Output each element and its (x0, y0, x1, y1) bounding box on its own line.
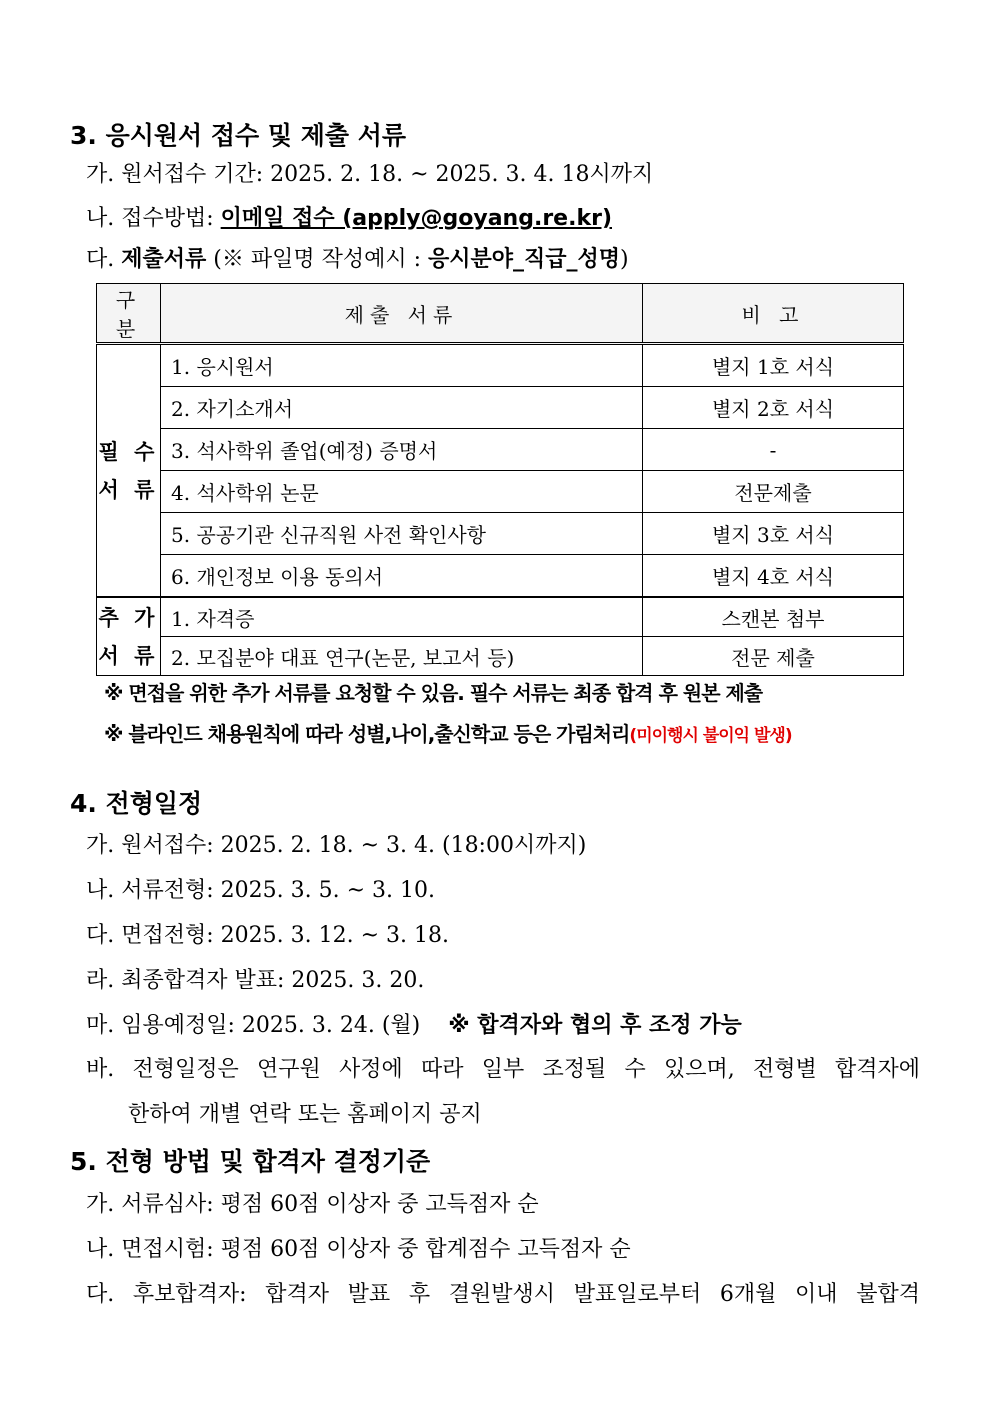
section4-item-e (86, 1008, 742, 1039)
group-extra-line1: 추 가 (98, 605, 159, 630)
remark-cell: 별지 4호 서식 (643, 555, 904, 598)
section3-item-b (86, 201, 612, 232)
section4-item-d: 라. 최종합격자 발표: 2025. 3. 20. (86, 968, 425, 993)
section5-item-c (86, 1277, 920, 1308)
word: 후 (408, 1282, 431, 1307)
doc-cell: 2. 모집분야 대표 연구(논문, 보고서 등) (161, 637, 643, 676)
table-row (97, 555, 904, 598)
remark-cell: 스캔본 첨부 (643, 597, 904, 637)
note-additional-documents: ※ 면접을 위한 추가 서류를 요청할 수 있음. 필수 서류는 최종 합격 후 원본 제출 (104, 681, 763, 705)
remark-cell: - (643, 429, 904, 471)
group-extra-line2: 서 류 (98, 643, 159, 668)
doc-cell: 4. 석사학위 논문 (161, 471, 643, 513)
section4-item-b: 나. 서류전형: 2025. 3. 5. ~ 3. 10. (86, 878, 435, 903)
item-c-suffix: ) (620, 247, 629, 272)
word: 합격자에 (834, 1057, 920, 1082)
table-row (97, 344, 904, 387)
table-row (97, 471, 904, 513)
email-method: 이메일 접수 (apply@goyang.re.kr) (220, 206, 612, 231)
item-c-prefix: 다. (86, 247, 122, 272)
word: 바. (86, 1057, 115, 1082)
word: 발표 (347, 1282, 391, 1307)
section3-item-a: 가. 원서접수 기간: 2025. 2. 18. ~ 2025. 3. 4. 18시까지 (86, 162, 654, 187)
word: 연구원 (256, 1057, 321, 1082)
doc-cell: 6. 개인정보 이용 동의서 (161, 555, 643, 598)
group-required-line2: 서 류 (98, 477, 159, 502)
word: 수 (624, 1057, 646, 1082)
table-row (97, 513, 904, 555)
section3-item-c (86, 242, 629, 273)
doc-cell: 1. 자격증 (161, 597, 643, 637)
header-documents: 제출 서류 (161, 284, 643, 344)
filename-example: 응시분야_직급_성명 (428, 247, 621, 272)
remark-cell: 전문제출 (643, 471, 904, 513)
section4-item-f-line2: 한하여 개별 연락 또는 홈페이지 공지 (128, 1102, 482, 1127)
word: 발표일로부터 (573, 1282, 702, 1307)
item-c-bold: 제출서류 (121, 247, 207, 272)
documents-table (96, 283, 904, 676)
item-c-mid: (※ 파일명 작성예시 : (206, 247, 428, 272)
section4-item-a: 가. 원서접수: 2025. 2. 18. ~ 3. 4. (18:00시까지) (86, 833, 587, 858)
section4-item-c: 다. 면접전형: 2025. 3. 12. ~ 3. 18. (86, 923, 449, 948)
word: 불합격 (856, 1282, 920, 1307)
word: 따라 (420, 1057, 464, 1082)
remark-cell: 전문 제출 (643, 637, 904, 676)
table-header-row (97, 284, 904, 344)
appointment-date: 마. 임용예정일: 2025. 3. 24. (월) (86, 1013, 421, 1038)
word: 전형일정은 (132, 1057, 239, 1082)
doc-cell: 2. 자기소개서 (161, 387, 643, 429)
table-row (97, 429, 904, 471)
group-extra (97, 597, 161, 676)
section4-title: 4. 전형일정 (70, 789, 203, 818)
table-row (97, 387, 904, 429)
word: 전형별 (752, 1057, 817, 1082)
remark-cell: 별지 3호 서식 (643, 513, 904, 555)
word: 이내 (795, 1282, 838, 1307)
appointment-note: ※ 합격자와 협의 후 조정 가능 (448, 1013, 742, 1038)
word: 일부 (481, 1057, 525, 1082)
word: 6개월 (719, 1282, 777, 1307)
item-b-prefix: 나. 접수방법: (86, 206, 221, 231)
group-required (97, 344, 161, 598)
section5-item-a: 가. 서류심사: 평점 60점 이상자 중 고득점자 순 (86, 1192, 539, 1217)
section5-title: 5. 전형 방법 및 합격자 결정기준 (70, 1147, 431, 1176)
word: 조정될 (542, 1057, 607, 1082)
doc-cell: 5. 공공기관 신규직원 사전 확인사항 (161, 513, 643, 555)
table-row (97, 637, 904, 676)
table-row (97, 597, 904, 637)
word: 결원발생시 (448, 1282, 556, 1307)
word: 있으며, (663, 1057, 735, 1082)
word: 후보합격자: (132, 1282, 247, 1307)
note-blind-text: ※ 블라인드 채용원칙에 따라 성별,나이,출신학교 등은 가림처리 (104, 722, 630, 746)
remark-cell: 별지 1호 서식 (643, 344, 904, 387)
remark-cell: 별지 2호 서식 (643, 387, 904, 429)
word: 사정에 (338, 1057, 403, 1082)
header-category: 구 분 (97, 284, 161, 344)
note-blind-hiring (104, 718, 792, 747)
note-blind-warning: (미이행시 불이익 발생) (629, 726, 792, 746)
word: 다. (86, 1282, 115, 1307)
section4-item-f-line1 (86, 1052, 920, 1083)
doc-cell: 1. 응시원서 (161, 344, 643, 387)
header-remarks: 비 고 (643, 284, 904, 344)
section3-title: 3. 응시원서 접수 및 제출 서류 (70, 121, 407, 150)
group-required-line1: 필 수 (98, 439, 159, 464)
section5-item-b: 나. 면접시험: 평점 60점 이상자 중 합계점수 고득점자 순 (86, 1237, 631, 1262)
word: 합격자 (265, 1282, 330, 1307)
doc-cell: 3. 석사학위 졸업(예정) 증명서 (161, 429, 643, 471)
